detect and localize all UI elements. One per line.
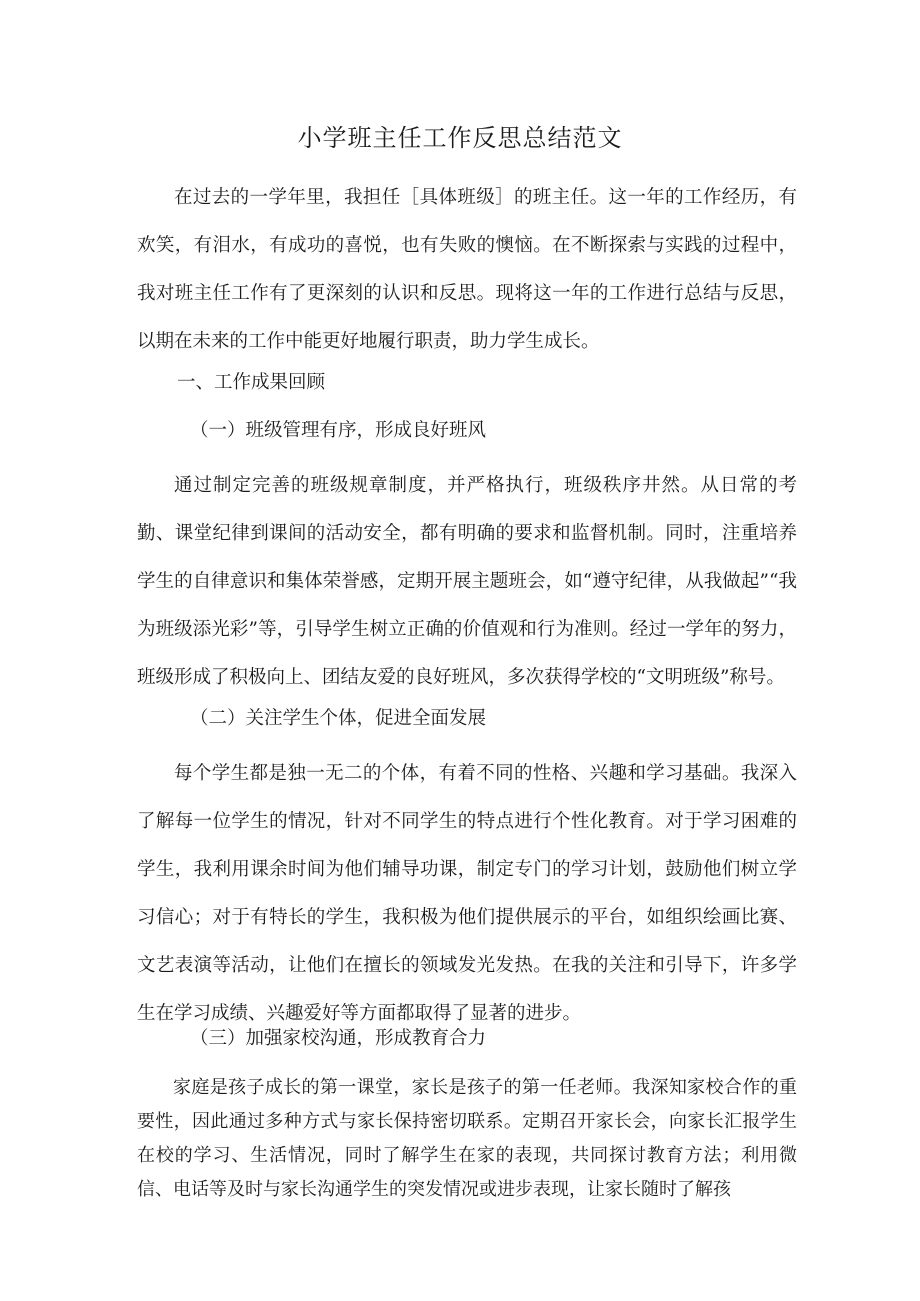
subsection-body-3: 家庭是孩子成长的第一课堂，家长是孩子的第一任老师。我深知家校合作的重要性，因此通过多种方式与家长保持密切联系。定期召开家长会，向家长汇报学生在校的学习、生活情况，同时了解学生在家的表现，共同探讨教育方法；利用微信、电话等及时与家长沟通学生的突发情况或进步表现，让家长随时了解孩: [137, 1077, 797, 1200]
subsection-body-2: 每个学生都是独一无二的个体，有着不同的性格、兴趣和学习基础。我深入了解每一位学生的情况，针对不同学生的特点进行个性化教育。对于学习困难的学生，我利用课余时间为他们辅导功课，制定专门的学习计划，鼓励他们树立学习信心；对于有特长的学生，我积极为他们提供展示的平台，如组织绘画比赛、文艺表演等活动，让他们在擅长的领域发光发热。在我的关注和引导下，许多学生在学习成绩、兴趣爱好等方面都取得了显著的进步。: [137, 763, 797, 1024]
subsection-heading-1: （一）班级管理有序，形成良好班风: [190, 420, 487, 441]
subsection-heading-3: （三）加强家校沟通，形成教育合力: [190, 1028, 487, 1049]
subsection-heading-2: （二）关注学生个体，促进全面发展: [190, 708, 487, 729]
section-heading-1: 一、工作成果回顾: [177, 372, 326, 393]
document-title: 小学班主任工作反思总结范文: [297, 124, 623, 152]
subsection-body-1: 通过制定完善的班级规章制度，并严格执行，班级秩序井然。从日常的考勤、课堂纪律到课间的活动安全，都有明确的要求和监督机制。同时，注重培养学生的自律意识和集体荣誉感，定期开展主题班会，如“遵守纪律，从我做起”“我为班级添光彩”等，引导学生树立正确的价值观和行为准则。经过一学年的努力，班级形成了积极向上、团结友爱的良好班风，多次获得学校的“文明班级”称号。: [137, 475, 797, 688]
intro-paragraph: 在过去的一学年里，我担任［具体班级］的班主任。这一年的工作经历，有欢笑，有泪水，有成功的喜悦，也有失败的懊恼。在不断探索与实践的过程中，我对班主任工作有了更深刻的认识和反思。现将这一年的工作进行总结与反思，以期在未来的工作中能更好地履行职责，助力学生成长。: [137, 187, 797, 352]
